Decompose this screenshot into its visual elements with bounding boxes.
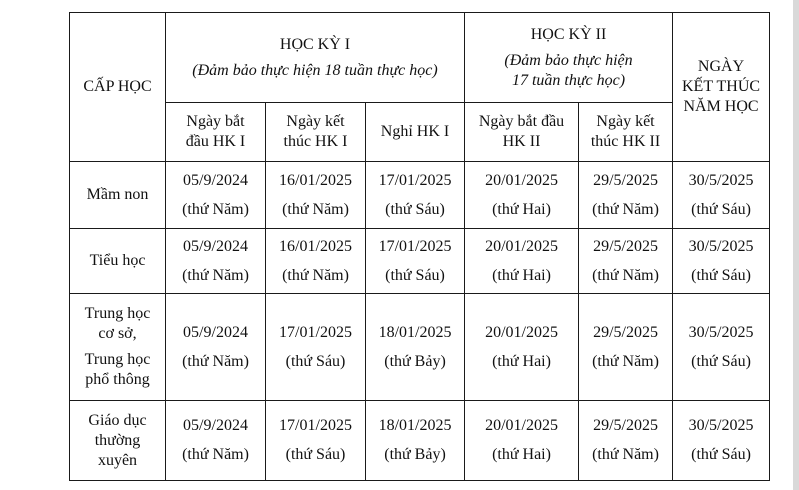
level-header-label: CẤP HỌC — [83, 78, 152, 95]
date-text: 30/5/2025 — [688, 323, 754, 341]
date-text: 20/01/2025 — [485, 237, 558, 255]
date-cell — [166, 162, 266, 229]
semester-2-end-line-1: Ngày kết — [596, 113, 655, 130]
date-text: 05/9/2024 — [183, 171, 248, 189]
date-cell — [465, 229, 579, 294]
level-name-line: Mầm non — [86, 186, 149, 203]
level-cell — [70, 294, 166, 401]
date-cell — [166, 401, 266, 481]
semester-2-start-line-2: HK II — [502, 133, 541, 150]
date-cell — [579, 294, 673, 401]
weekday-text: (thứ Năm) — [182, 200, 249, 218]
semester-1-break-label: Nghỉ HK I — [380, 123, 450, 140]
weekday-text: (thứ Năm) — [282, 266, 349, 284]
semester-2-header — [465, 13, 673, 103]
date-text: 20/01/2025 — [485, 323, 558, 341]
weekday-text: (thứ Năm) — [592, 266, 659, 284]
semester-2-note — [469, 51, 668, 91]
weekday-text: (thứ Hai) — [492, 200, 551, 218]
date-cell — [366, 294, 465, 401]
weekday-text: (thứ Sáu) — [691, 266, 751, 284]
date-text: 17/01/2025 — [279, 323, 352, 341]
level-name-line: Tiểu học — [89, 252, 146, 269]
weekday-text: (thứ Sáu) — [285, 352, 346, 370]
level-name-line: cơ sở, — [98, 325, 137, 342]
level-name-line: Trung học — [84, 305, 151, 322]
weekday-text: (thứ Sáu) — [385, 266, 445, 284]
level-cell — [70, 401, 166, 481]
date-text: 20/01/2025 — [485, 171, 558, 189]
date-text: 18/01/2025 — [378, 323, 452, 341]
weekday-text: (thứ Sáu) — [285, 446, 346, 463]
semester-2-note-line-2: 17 tuần thực học) — [511, 71, 626, 89]
date-text: 30/5/2025 — [688, 171, 754, 189]
date-text: 29/5/2025 — [593, 417, 658, 434]
date-cell — [266, 401, 366, 481]
weekday-text: (thứ Năm) — [592, 200, 659, 218]
date-cell — [366, 229, 465, 294]
semester-1-note: (Đảm bảo thực hiện 18 tuần thực học) — [192, 61, 438, 79]
semester-2-note-line-1: (Đảm bảo thực hiện — [504, 51, 633, 69]
subheader-row — [70, 103, 770, 162]
date-cell — [673, 229, 770, 294]
semester-1-start-line-2: đầu HK I — [185, 133, 246, 150]
end-of-year-line-2: KẾT THÚC — [681, 78, 761, 95]
date-cell — [579, 401, 673, 481]
date-text: 30/5/2025 — [688, 237, 754, 255]
date-cell — [673, 162, 770, 229]
date-cell — [266, 229, 366, 294]
date-text: 20/01/2025 — [485, 417, 558, 434]
date-cell — [166, 229, 266, 294]
semester-2-start-line-1: Ngày bắt đầu — [478, 113, 565, 130]
date-text: 17/01/2025 — [378, 237, 452, 255]
weekday-text: (thứ Sáu) — [385, 200, 445, 218]
weekday-text: (thứ Hai) — [492, 352, 551, 370]
date-text: 30/5/2025 — [688, 417, 754, 434]
date-cell — [673, 401, 770, 481]
date-text: 16/01/2025 — [279, 171, 352, 189]
weekday-text: (thứ Năm) — [592, 446, 659, 463]
level-cell — [70, 229, 166, 294]
date-text: 05/9/2024 — [183, 417, 248, 434]
semester-1-header — [166, 13, 465, 103]
date-cell — [579, 162, 673, 229]
date-cell — [266, 294, 366, 401]
weekday-text: (thứ Năm) — [592, 352, 659, 370]
end-of-year-line-1: NGÀY — [697, 58, 745, 75]
header-row — [70, 13, 770, 103]
date-text: 17/01/2025 — [279, 417, 352, 434]
date-text: 29/5/2025 — [593, 171, 658, 189]
date-cell — [465, 401, 579, 481]
table-row — [70, 229, 770, 294]
semester-2-end-line-2: thúc HK II — [590, 133, 661, 150]
end-of-year-header — [673, 13, 770, 162]
table-row — [70, 294, 770, 401]
date-cell — [465, 162, 579, 229]
level-header — [70, 13, 166, 162]
level-name-line: thường — [94, 431, 141, 449]
semester-1-start-line-1: Ngày bắt — [186, 113, 245, 130]
date-text: 05/9/2024 — [183, 323, 248, 341]
table-row — [70, 162, 770, 229]
table-row — [70, 401, 770, 481]
weekday-text: (thứ Hai) — [492, 446, 551, 463]
level-name-line: phổ thông — [85, 371, 150, 388]
date-cell — [673, 294, 770, 401]
semester-1-end-line-2: thúc HK I — [283, 133, 348, 150]
semester-2-start-header — [465, 103, 579, 162]
date-cell — [465, 294, 579, 401]
weekday-text: (thứ Sáu) — [691, 446, 751, 463]
weekday-text: (thứ Bảy) — [384, 446, 446, 463]
date-cell — [366, 162, 465, 229]
semester-1-end-line-1: Ngày kết — [286, 113, 345, 130]
date-text: 05/9/2024 — [183, 237, 248, 255]
level-name-line: Trung học — [84, 351, 151, 368]
date-cell — [366, 401, 465, 481]
semester-2-end-header — [579, 103, 673, 162]
date-text: 29/5/2025 — [593, 237, 658, 255]
weekday-text: (thứ Sáu) — [691, 200, 751, 218]
semester-1-break-header — [366, 103, 465, 162]
weekday-text: (thứ Hai) — [492, 266, 551, 284]
school-year-schedule-table — [69, 12, 770, 481]
semester-1-start-header — [166, 103, 266, 162]
date-cell — [266, 162, 366, 229]
semester-1-end-header — [266, 103, 366, 162]
weekday-text: (thứ Năm) — [182, 266, 249, 284]
date-text: 18/01/2025 — [378, 417, 452, 434]
level-cell — [70, 162, 166, 229]
weekday-text: (thứ Năm) — [182, 446, 249, 463]
weekday-text: (thứ Năm) — [282, 200, 349, 218]
semester-2-title: HỌC KỲ II — [530, 25, 607, 43]
date-text: 16/01/2025 — [279, 237, 352, 255]
weekday-text: (thứ Bảy) — [384, 352, 446, 370]
level-name-line: Giáo dục — [88, 411, 147, 429]
date-text: 29/5/2025 — [593, 323, 658, 341]
window-edge — [793, 0, 799, 490]
date-cell — [579, 229, 673, 294]
level-name-line: xuyên — [97, 451, 138, 469]
end-of-year-line-3: NĂM HỌC — [683, 98, 759, 115]
semester-1-title: HỌC KỲ I — [279, 35, 351, 53]
date-cell — [166, 294, 266, 401]
weekday-text: (thứ Năm) — [182, 352, 249, 370]
date-text: 17/01/2025 — [378, 171, 452, 189]
weekday-text: (thứ Sáu) — [691, 352, 751, 370]
